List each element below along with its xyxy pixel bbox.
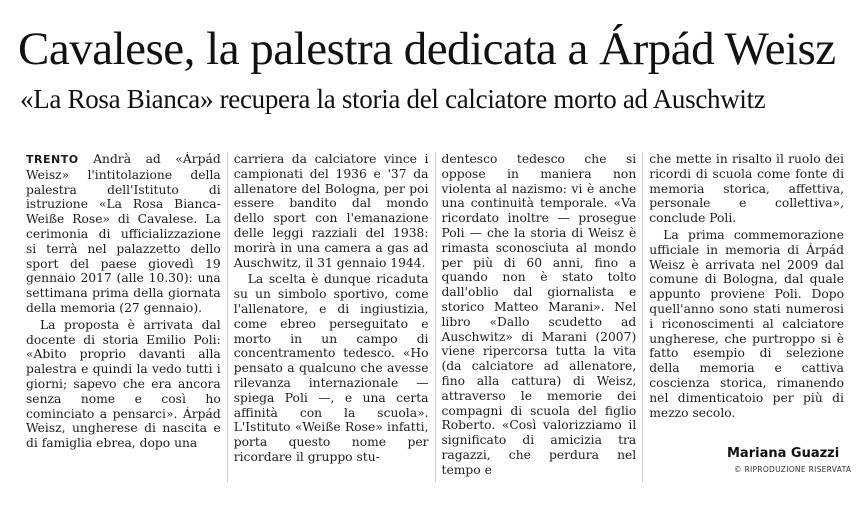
- paragraph: [26, 152, 221, 316]
- paragraph: che mette in risalto il ruolo dei ricordi di scuola come fonte di memoria storica, affettiva, personale e collettiva», conclude Poli.: [649, 152, 844, 226]
- paragraph-text: Andrà ad «Árpád Weisz» l'intitolazione della palestra dell'Istituto di istruzione «La Rosa Bianca-Weiße Rose» di Cavalese. La cerimonia di ufficializzazione si terrà nel palazzetto dello sport del paese giovedì 19 gennaio 2017 (alle 10.30): una settimana prima della giornata della memoria (27 gennaio).: [26, 152, 221, 315]
- author-signature: Mariana Guazzi: [727, 446, 840, 461]
- paragraph: La prima commemorazione ufficiale in memoria di Árpád Weisz è arrivata nel 2009 dal comune di Bologna, dal quale appunto proviene Poli. Dopo quell'anno sono stati numerosi i riconoscimenti al calciatore ungherese, che purtroppo si è fatto esempio di selezione della memoria e cattiva coscienza storica, rimanendo nel dimenticatoio per più di mezzo secolo.: [649, 227, 844, 420]
- article-column-3: [435, 152, 643, 482]
- article-body: [20, 152, 850, 482]
- paragraph: La scelta è dunque ricaduta su un simbolo sportivo, come l'allenatore, e di ingiustizia, come ebreo perseguitato e morto in un campo di concentramento tedesco. «Ho pensato a qualcuno che avesse rilevanza internazionale — spiega Poli —, e una certa affinità con la scuola». L'Istituto «Weiße Rose» infatti, porta questo nome per ricordare il gruppo stu-: [233, 272, 429, 464]
- article-column-1: [20, 152, 227, 482]
- copyright-notice: © RIPRODUZIONE RISERVATA: [734, 465, 852, 474]
- subtitle: «La Rosa Bianca» recupera la storia del calciatore morto ad Auschwitz: [20, 84, 766, 114]
- article-column-2: [227, 152, 435, 482]
- paragraph: carriera da calciatore vince i campionati del 1936 e '37 da allenatore del Bologna, per poi essere bandito dal mondo dello sport con l'emanazione delle leggi razziali del 1938: morirà in una camera a gas ad Auschwitz, il 31 gennaio 1944.: [233, 152, 429, 270]
- paragraph: La proposta è arrivata dal docente di storia Emilio Poli: «Abito proprio davanti alla palestra e quindi la vedo tutti i giorni; sapevo che era ancora senza nome e così ho cominciato a pensarci». Árpád Weisz, ungherese di nascita e di famiglia ebrea, dopo una: [26, 317, 221, 451]
- article-column-4: [642, 152, 850, 482]
- headline: Cavalese, la palestra dedicata a Árpád Weisz: [18, 23, 836, 75]
- paragraph: dentesco tedesco che si oppose in maniera non violenta al nazismo: vi è anche una continuità temporale. «Va ricordato inoltre — prosegue Poli — che la storia di Weisz è rimasta sconosciuta al mondo per più di 60 anni, fino a quando non è stato tolto dall'oblio dal giornalista e storico Matteo Marani». Nel libro «Dallo scudetto ad Auschwitz» di Marani (2007) viene ripercorsa tutta la vita (da calciatore ad allenatore, fino alla cattura) di Weisz, attraverso le memorie dei compagni di scuola del figlio Roberto. «Così valorizziamo il significato di amicizia tra ragazzi, che perdura nel tempo e: [441, 152, 637, 477]
- dateline: TRENTO: [26, 153, 79, 166]
